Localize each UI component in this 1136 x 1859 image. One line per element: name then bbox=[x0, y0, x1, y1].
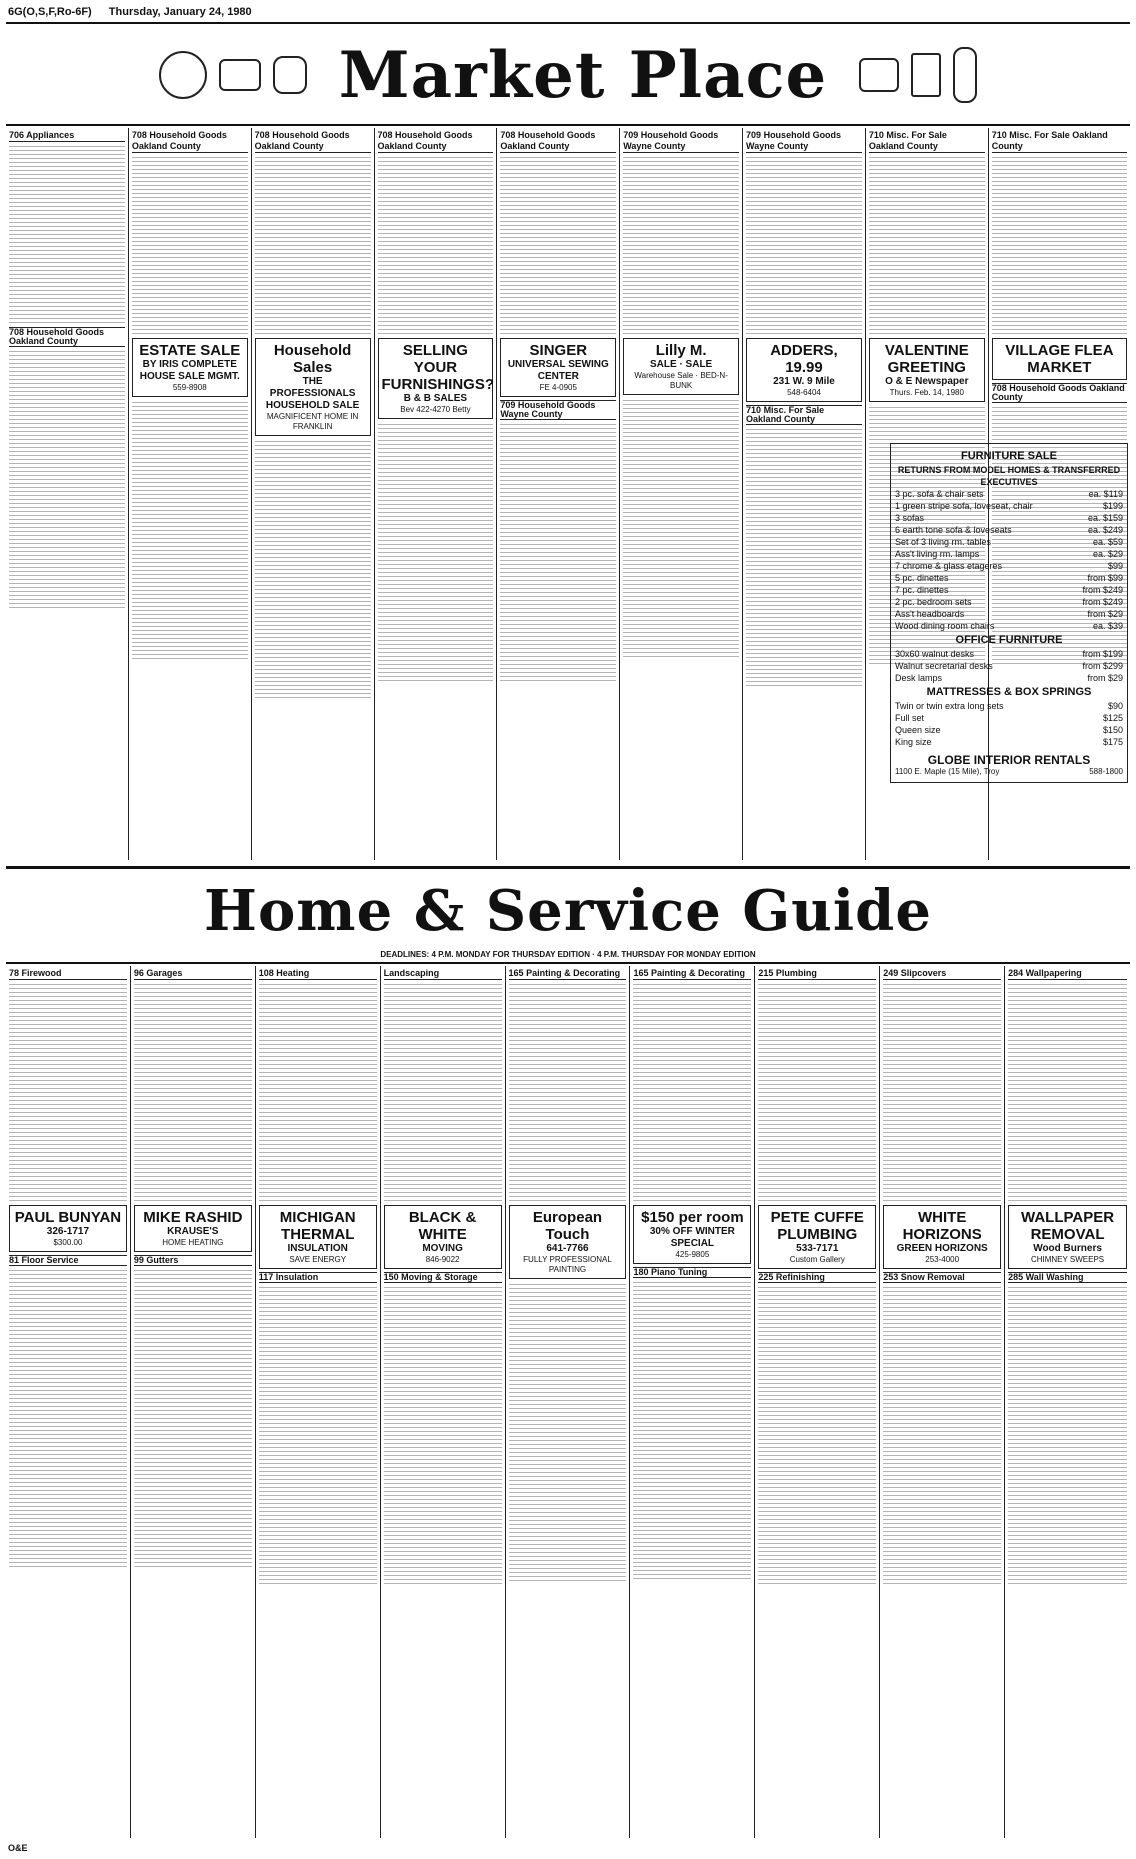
price-row bbox=[895, 536, 1123, 548]
furniture-address: 1100 E. Maple (15 Mile), Troy bbox=[895, 767, 1000, 776]
ad-detail: Thurs. Feb. 14, 1980 bbox=[889, 388, 964, 397]
price-row bbox=[895, 524, 1123, 536]
classified-text-block bbox=[259, 1285, 377, 1585]
classified-text-block bbox=[9, 144, 125, 324]
lamp-illustration-icon bbox=[911, 53, 941, 97]
item-name: 7 chrome & glass etageres bbox=[895, 561, 1003, 571]
item-price: from $29 bbox=[1087, 609, 1123, 619]
ad-detail: Custom Gallery bbox=[789, 1255, 845, 1264]
display-ad bbox=[623, 338, 739, 395]
market-column bbox=[743, 128, 866, 860]
furniture-company: GLOBE INTERIOR RENTALS bbox=[927, 753, 1091, 767]
market-column bbox=[129, 128, 252, 860]
item-name: Queen size bbox=[895, 725, 941, 735]
classified-text-block bbox=[255, 155, 371, 335]
ad-headline: ADDERS, 19.99 bbox=[770, 342, 838, 376]
price-row bbox=[895, 560, 1123, 572]
display-ad bbox=[134, 1205, 252, 1252]
ad-headline: VILLAGE FLEA MARKET bbox=[1005, 342, 1114, 376]
furniture-item-list bbox=[895, 488, 1123, 632]
item-price: ea. $59 bbox=[1092, 537, 1123, 547]
ad-headline: PAUL BUNYAN bbox=[14, 1209, 122, 1226]
display-ad bbox=[869, 338, 985, 402]
furniture-phone: 588-1800 bbox=[1089, 767, 1123, 776]
ad-subline: 533-7171 bbox=[796, 1243, 839, 1254]
display-ad bbox=[883, 1205, 1001, 1269]
column-subheading: 117 Insulation bbox=[259, 1272, 377, 1283]
ad-headline: VALENTINE GREETING bbox=[884, 342, 969, 376]
classified-text-block bbox=[132, 400, 248, 660]
column-subheading: 81 Floor Service bbox=[9, 1255, 127, 1266]
classified-text-block bbox=[992, 155, 1127, 335]
display-ad bbox=[132, 338, 248, 397]
price-row bbox=[895, 596, 1123, 608]
ad-detail: 846-9022 bbox=[425, 1255, 460, 1264]
guide-column bbox=[381, 966, 506, 1838]
display-ad bbox=[384, 1205, 502, 1269]
ad-headline: BLACK & WHITE bbox=[408, 1209, 477, 1243]
classified-text-block bbox=[9, 982, 127, 1202]
guide-column bbox=[880, 966, 1005, 1838]
item-price: ea. $29 bbox=[1092, 549, 1123, 559]
office-furniture-title: OFFICE FURNITURE bbox=[955, 634, 1063, 646]
ad-subline: 30% OFF WINTER SPECIAL bbox=[649, 1226, 735, 1249]
display-ad bbox=[758, 1205, 876, 1269]
furniture-sale-ad bbox=[890, 440, 1128, 783]
column-heading: 709 Household Goods Wayne County bbox=[746, 130, 862, 153]
classified-text-block bbox=[500, 422, 616, 682]
top-rule bbox=[6, 22, 1130, 24]
ad-headline: WHITE HORIZONS bbox=[902, 1209, 982, 1243]
classified-text-block bbox=[378, 155, 494, 335]
ad-detail: 559-8908 bbox=[172, 383, 207, 392]
column-subheading: 708 Household Goods Oakland County bbox=[9, 327, 125, 347]
market-column bbox=[620, 128, 743, 860]
item-name: 3 sofas bbox=[895, 513, 925, 523]
classified-text-block bbox=[758, 982, 876, 1202]
ad-headline: $150 per room bbox=[641, 1209, 744, 1226]
ad-subline: BY IRIS COMPLETE HOUSE SALE MGMT. bbox=[139, 359, 240, 382]
column-subheading: 99 Gutters bbox=[134, 1255, 252, 1266]
folio bbox=[8, 6, 266, 18]
column-heading: 96 Garages bbox=[134, 968, 252, 980]
item-price: $150 bbox=[1102, 725, 1123, 735]
market-place-title: Market Place bbox=[338, 37, 828, 113]
ad-headline: MICHIGAN THERMAL bbox=[279, 1209, 356, 1243]
classified-text-block bbox=[1008, 1285, 1127, 1585]
item-name: Twin or twin extra long sets bbox=[895, 701, 1004, 711]
market-column bbox=[497, 128, 620, 860]
column-heading: 708 Household Goods Oakland County bbox=[132, 130, 248, 153]
ad-detail: 253-4000 bbox=[925, 1255, 960, 1264]
column-subheading: 710 Misc. For Sale Oakland County bbox=[746, 405, 862, 425]
display-ad bbox=[992, 338, 1127, 380]
column-subheading: 708 Household Goods Oakland County bbox=[992, 383, 1127, 403]
item-price: from $249 bbox=[1082, 597, 1123, 607]
ad-subline: 231 W. 9 Mile bbox=[773, 376, 835, 387]
guide-column bbox=[6, 966, 131, 1838]
price-row bbox=[895, 724, 1123, 736]
column-subheading: 150 Moving & Storage bbox=[384, 1272, 502, 1283]
item-price: from $199 bbox=[1082, 649, 1123, 659]
column-heading: 709 Household Goods Wayne County bbox=[623, 130, 739, 153]
ad-headline: SINGER bbox=[529, 342, 588, 359]
column-heading: 78 Firewood bbox=[9, 968, 127, 980]
display-ad bbox=[9, 1205, 127, 1252]
column-subheading: 225 Refinishing bbox=[758, 1272, 876, 1283]
price-row bbox=[895, 736, 1123, 748]
ad-subline: THE PROFESSIONALS HOUSEHOLD SALE bbox=[265, 376, 360, 411]
classified-text-block bbox=[883, 982, 1001, 1202]
display-ad bbox=[378, 338, 494, 419]
ad-subline: INSULATION bbox=[287, 1243, 348, 1254]
ad-headline: WALLPAPER REMOVAL bbox=[1021, 1209, 1115, 1243]
classified-text-block bbox=[746, 155, 862, 335]
market-masthead bbox=[6, 30, 1130, 120]
price-row bbox=[895, 608, 1123, 620]
section-divider bbox=[6, 866, 1130, 869]
guide-column bbox=[755, 966, 880, 1838]
ad-headline: Lilly M. bbox=[655, 342, 707, 359]
display-ad bbox=[509, 1205, 627, 1279]
classified-text-block bbox=[746, 427, 862, 687]
column-heading: 708 Household Goods Oakland County bbox=[255, 130, 371, 153]
column-heading: 710 Misc. For Sale Oakland County bbox=[869, 130, 985, 153]
item-price: from $249 bbox=[1082, 585, 1123, 595]
classified-text-block bbox=[869, 155, 985, 335]
item-name: Wood dining room chairs bbox=[895, 621, 995, 631]
ad-detail: 425-9805 bbox=[675, 1250, 710, 1259]
classified-text-block bbox=[9, 1268, 127, 1568]
market-rule bbox=[6, 124, 1130, 126]
item-name: King size bbox=[895, 737, 932, 747]
ad-subline: O & E Newspaper bbox=[885, 376, 969, 387]
column-heading: 710 Misc. For Sale Oakland County bbox=[992, 130, 1127, 153]
ad-subline: KRAUSE'S bbox=[167, 1226, 219, 1237]
office-item-list bbox=[895, 648, 1123, 684]
item-price: $99 bbox=[1107, 561, 1123, 571]
price-row bbox=[895, 572, 1123, 584]
market-column bbox=[252, 128, 375, 860]
classified-text-block bbox=[623, 398, 739, 658]
column-heading: 284 Wallpapering bbox=[1008, 968, 1127, 980]
item-name: 5 pc. dinettes bbox=[895, 573, 949, 583]
item-price: $90 bbox=[1107, 701, 1123, 711]
market-column bbox=[375, 128, 498, 860]
cat-illustration-icon bbox=[159, 51, 207, 99]
folio-date: Thursday, January 24, 1980 bbox=[108, 6, 252, 18]
item-name: Set of 3 living rm. tables bbox=[895, 537, 992, 547]
column-heading: 706 Appliances bbox=[9, 130, 125, 142]
classified-text-block bbox=[633, 1280, 751, 1580]
column-heading: 249 Slipcovers bbox=[883, 968, 1001, 980]
price-row bbox=[895, 672, 1123, 684]
column-heading: Landscaping bbox=[384, 968, 502, 980]
classified-text-block bbox=[623, 155, 739, 335]
price-row bbox=[895, 584, 1123, 596]
item-price: from $29 bbox=[1087, 673, 1123, 683]
ad-headline: PETE CUFFE PLUMBING bbox=[770, 1209, 864, 1243]
item-price: ea. $39 bbox=[1092, 621, 1123, 631]
item-name: Full set bbox=[895, 713, 925, 723]
item-price: $175 bbox=[1102, 737, 1123, 747]
classified-text-block bbox=[378, 422, 494, 682]
ad-subline: 326-1717 bbox=[46, 1226, 90, 1237]
radio-illustration-icon bbox=[219, 59, 261, 91]
column-heading: 708 Household Goods Oakland County bbox=[500, 130, 616, 153]
footer-mark: O&E bbox=[8, 1843, 28, 1853]
ad-detail: FE 4-0905 bbox=[539, 383, 577, 392]
item-price: $125 bbox=[1102, 713, 1123, 723]
price-row bbox=[895, 660, 1123, 672]
column-subheading: 253 Snow Removal bbox=[883, 1272, 1001, 1283]
ad-detail: $300.00 bbox=[53, 1238, 83, 1247]
mattress-item-list bbox=[895, 700, 1123, 748]
ad-headline: Household Sales bbox=[273, 342, 352, 376]
display-ad bbox=[255, 338, 371, 436]
classified-text-block bbox=[500, 155, 616, 335]
item-name: 2 pc. bedroom sets bbox=[895, 597, 972, 607]
column-heading: 708 Household Goods Oakland County bbox=[378, 130, 494, 153]
guitar-illustration-icon bbox=[953, 47, 977, 103]
guide-columns bbox=[6, 966, 1130, 1838]
classified-text-block bbox=[883, 1285, 1001, 1585]
display-ad bbox=[746, 338, 862, 402]
bicycle-illustration-icon bbox=[273, 56, 307, 94]
ad-headline: European Touch bbox=[532, 1209, 603, 1243]
price-row bbox=[895, 548, 1123, 560]
guide-deadlines: DEADLINES: 4 P.M. MONDAY FOR THURSDAY EDITION · 4 P.M. THURSDAY FOR MONDAY EDITION bbox=[380, 950, 756, 959]
item-price: from $299 bbox=[1082, 661, 1123, 671]
item-name: 7 pc. dinettes bbox=[895, 585, 949, 595]
ad-detail: HOME HEATING bbox=[162, 1238, 224, 1247]
ad-subline: 641-7766 bbox=[546, 1243, 589, 1254]
home-service-guide-title: Home & Service Guide bbox=[204, 878, 932, 944]
classified-text-block bbox=[9, 349, 125, 609]
classified-text-block bbox=[134, 982, 252, 1202]
guide-column bbox=[1005, 966, 1130, 1838]
item-price: ea. $159 bbox=[1087, 513, 1123, 523]
column-heading: 108 Heating bbox=[259, 968, 377, 980]
column-subheading: 709 Household Goods Wayne County bbox=[500, 400, 616, 420]
column-heading: 215 Plumbing bbox=[758, 968, 876, 980]
item-name: Ass't living rm. lamps bbox=[895, 549, 980, 559]
classified-text-block bbox=[509, 982, 627, 1202]
ad-subline: Wood Burners bbox=[1033, 1243, 1102, 1254]
classified-text-block bbox=[633, 982, 751, 1202]
guide-column bbox=[131, 966, 256, 1838]
display-ad bbox=[259, 1205, 377, 1269]
guide-column bbox=[256, 966, 381, 1838]
item-price: ea. $249 bbox=[1087, 525, 1123, 535]
classified-text-block bbox=[1008, 982, 1127, 1202]
guide-masthead bbox=[6, 874, 1130, 948]
item-name: Desk lamps bbox=[895, 673, 943, 683]
ad-detail: SAVE ENERGY bbox=[289, 1255, 347, 1264]
ad-subline: SALE · SALE bbox=[650, 359, 713, 370]
price-row bbox=[895, 620, 1123, 632]
ad-headline: SELLING YOUR FURNISHINGS? bbox=[381, 342, 495, 393]
furniture-title: FURNITURE SALE bbox=[961, 450, 1057, 462]
display-ad bbox=[1008, 1205, 1127, 1269]
classified-text-block bbox=[259, 982, 377, 1202]
item-name: Walnut secretarial desks bbox=[895, 661, 993, 671]
item-name: 1 green stripe sofa, loveseat, chair bbox=[895, 501, 1033, 511]
guide-column bbox=[506, 966, 631, 1838]
market-column bbox=[6, 128, 129, 860]
furniture-subtitle: RETURNS FROM MODEL HOMES & TRANSFERRED EXECUTIVES bbox=[897, 465, 1121, 487]
item-name: 6 earth tone sofa & loveseats bbox=[895, 525, 1012, 535]
piano-illustration-icon bbox=[859, 58, 899, 92]
classified-text-block bbox=[384, 982, 502, 1202]
classified-text-block bbox=[134, 1268, 252, 1568]
ad-detail: CHIMNEY SWEEPS bbox=[1030, 1255, 1105, 1264]
ad-detail: Warehouse Sale · BED-N-BUNK bbox=[634, 371, 728, 390]
ad-headline: ESTATE SALE bbox=[139, 342, 241, 359]
price-row bbox=[895, 648, 1123, 660]
classified-text-block bbox=[384, 1285, 502, 1585]
guide-column bbox=[630, 966, 755, 1838]
column-subheading: 285 Wall Washing bbox=[1008, 1272, 1127, 1283]
column-heading: 165 Painting & Decorating bbox=[633, 968, 751, 980]
item-price: $199 bbox=[1102, 501, 1123, 511]
ad-subline: GREEN HORIZONS bbox=[896, 1243, 988, 1254]
item-price: from $99 bbox=[1087, 573, 1123, 583]
column-subheading: 180 Piano Tuning bbox=[633, 1267, 751, 1278]
classified-text-block bbox=[255, 439, 371, 699]
folio-page: 6G(O,S,F,Ro-6F) bbox=[8, 6, 92, 18]
item-name: 30x60 walnut desks bbox=[895, 649, 975, 659]
display-ad bbox=[633, 1205, 751, 1264]
guide-rule bbox=[6, 962, 1130, 964]
ad-detail: 548-6404 bbox=[787, 388, 821, 397]
price-row bbox=[895, 700, 1123, 712]
column-heading: 165 Painting & Decorating bbox=[509, 968, 627, 980]
price-row bbox=[895, 512, 1123, 524]
price-row bbox=[895, 500, 1123, 512]
classified-text-block bbox=[132, 155, 248, 335]
ad-detail: MAGNIFICENT HOME IN FRANKLIN bbox=[266, 412, 359, 431]
price-row bbox=[895, 712, 1123, 724]
ad-detail: Bev 422-4270 Betty bbox=[400, 405, 471, 414]
ad-headline: MIKE RASHID bbox=[143, 1209, 243, 1226]
ad-detail: FULLY PROFESSIONAL PAINTING bbox=[523, 1255, 612, 1274]
display-ad bbox=[500, 338, 616, 397]
ad-subline: B & B SALES bbox=[403, 393, 468, 404]
ad-subline: MOVING bbox=[422, 1243, 463, 1254]
mattress-title: MATTRESSES & BOX SPRINGS bbox=[926, 686, 1092, 698]
item-name: 3 pc. sofa & chair sets bbox=[895, 489, 984, 499]
ad-subline: UNIVERSAL SEWING CENTER bbox=[507, 359, 609, 382]
classified-text-block bbox=[509, 1282, 627, 1582]
classified-text-block bbox=[758, 1285, 876, 1585]
item-price: ea. $119 bbox=[1088, 489, 1123, 499]
item-name: Ass't headboards bbox=[895, 609, 965, 619]
price-row bbox=[895, 488, 1123, 500]
